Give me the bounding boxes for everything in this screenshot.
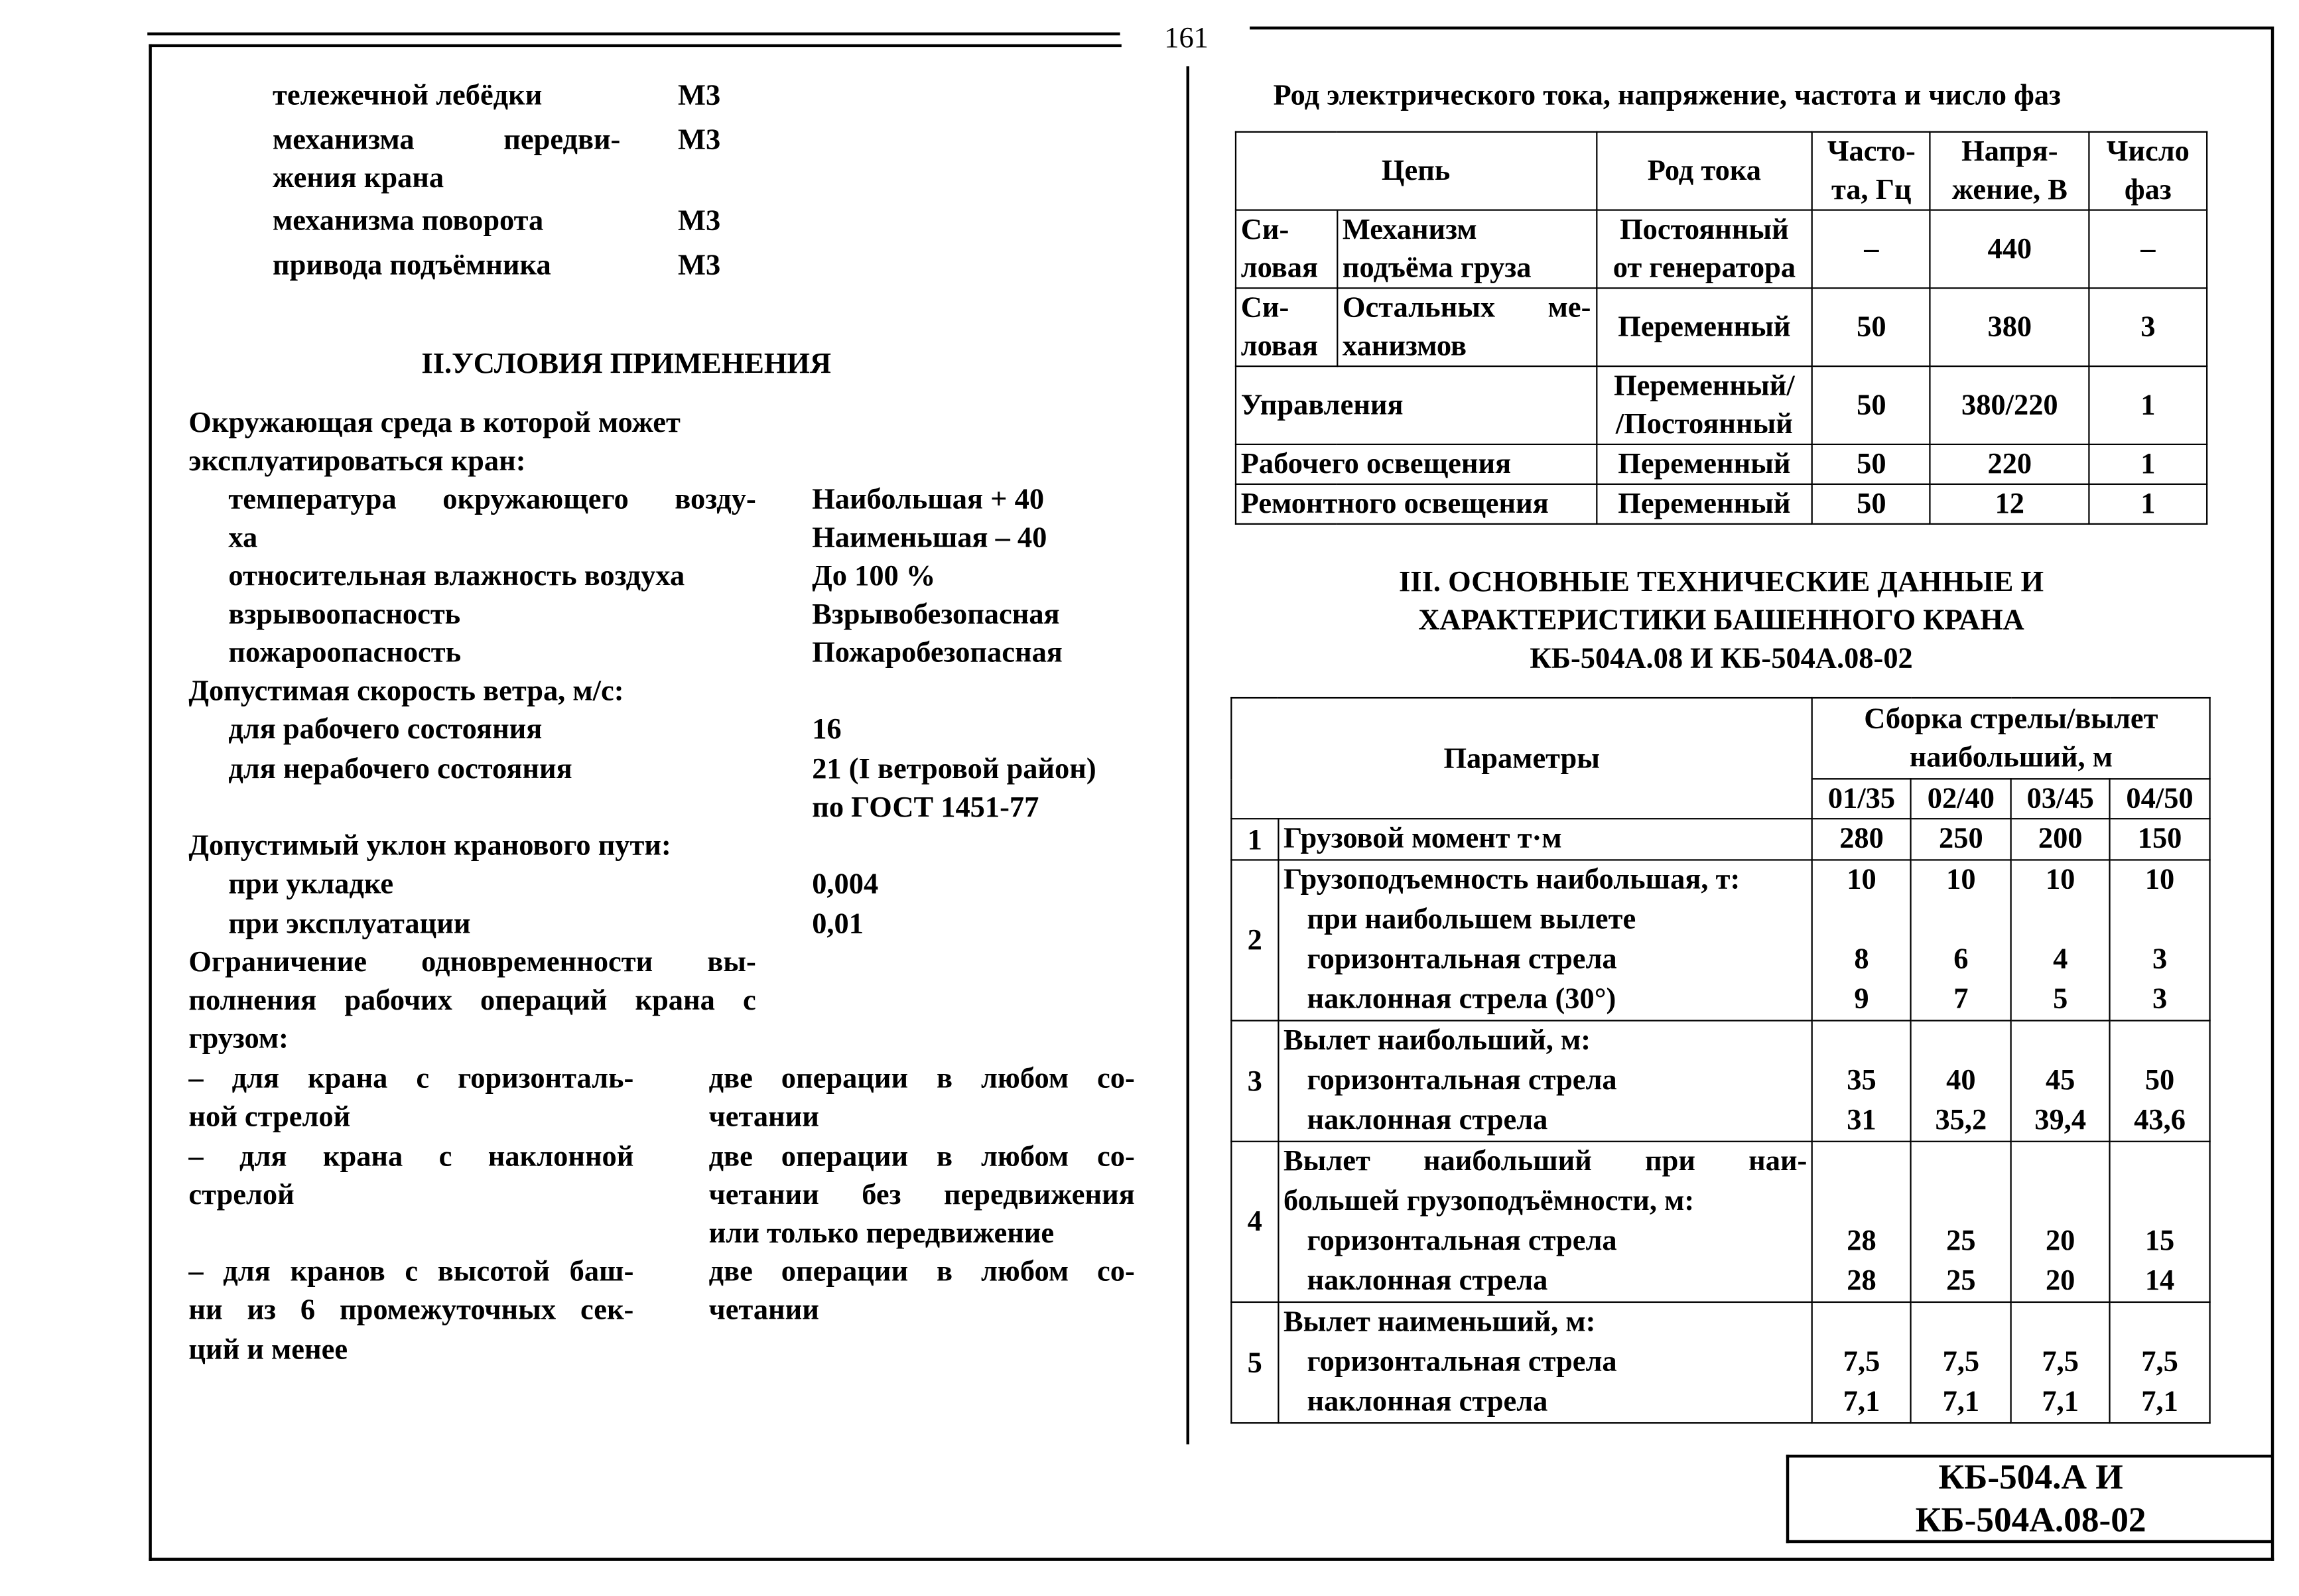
limit-value: или только передвижение xyxy=(708,1217,1055,1250)
voltage: 380 xyxy=(1930,288,2089,366)
value-cell xyxy=(2110,1021,2210,1142)
value xyxy=(1916,1022,2006,1061)
value xyxy=(2115,901,2204,941)
header-line: Часто- xyxy=(1827,135,1916,168)
voltage: 380/220 xyxy=(1930,366,2089,444)
parameter-cell xyxy=(1278,860,1812,1020)
value xyxy=(1916,1303,2006,1343)
value: 5 xyxy=(2053,982,2068,1016)
parameter-cell xyxy=(1278,819,1812,860)
parameter-cell xyxy=(1278,1302,1812,1423)
slope-label: при укладке xyxy=(228,868,394,901)
value xyxy=(2016,1182,2105,1222)
parameter-line: горизонтальная стрела xyxy=(1307,1064,1617,1097)
class-label-cont: жения крана xyxy=(273,162,444,195)
value: 200 xyxy=(2038,822,2083,855)
row-number: 1 xyxy=(1231,819,1278,860)
table-row xyxy=(1231,819,2209,860)
value-cell xyxy=(1911,819,2011,860)
cell-line: Переменный/ xyxy=(1614,369,1795,403)
value xyxy=(2016,1142,2105,1182)
phases: 1 xyxy=(2089,484,2207,524)
value-cell xyxy=(1812,819,1911,860)
header-voltage xyxy=(1930,132,2089,210)
value: 7,1 xyxy=(2042,1385,2079,1418)
class-value: М3 xyxy=(678,204,721,237)
slope-value: 0,01 xyxy=(812,907,864,941)
value xyxy=(1916,1142,2006,1182)
value: 25 xyxy=(1946,1225,1976,1258)
value xyxy=(2016,1303,2105,1343)
top-rule-right xyxy=(1250,27,2272,29)
value: 20 xyxy=(2045,1264,2075,1297)
header-column: 04/50 xyxy=(2110,779,2210,819)
power-table xyxy=(1235,131,2207,525)
header-parameters: Параметры xyxy=(1231,698,1812,819)
env-value: До 100 % xyxy=(812,560,936,593)
wind-label: для рабочего состояния xyxy=(228,713,543,746)
value: 10 xyxy=(1847,863,1876,896)
limit-value: две операции в любом со- xyxy=(708,1062,1135,1095)
value-cell xyxy=(2011,819,2110,860)
circuit-group xyxy=(1236,288,1337,366)
header-line: Напря- xyxy=(1961,135,2058,168)
wind-value-cont: по ГОСТ 1451-77 xyxy=(812,791,1039,824)
value xyxy=(1817,901,1906,941)
env-value: Взрывобезопасная xyxy=(812,598,1060,631)
circuit-name: Рабочего освещения xyxy=(1236,444,1596,484)
value: 35 xyxy=(1847,1064,1876,1097)
limit-label: – для кранов с высотой баш- xyxy=(188,1255,634,1288)
slope-value: 0,004 xyxy=(812,868,879,901)
env-label: пожароопасность xyxy=(228,636,462,669)
value-cell xyxy=(1812,1142,1911,1302)
env-label: температура окружающего возду- xyxy=(228,483,756,516)
parameter-line: наклонная стрела xyxy=(1307,1264,1548,1297)
table-row xyxy=(1231,1142,2209,1302)
header-line: та, Гц xyxy=(1831,174,1912,207)
cell-line: Постоянный xyxy=(1620,214,1789,247)
limit-intro: грузом: xyxy=(188,1022,289,1055)
limit-value: две операции в любом со- xyxy=(708,1255,1135,1288)
circuit-name: Управления xyxy=(1236,366,1596,444)
value: 10 xyxy=(1946,863,1976,896)
value-cell xyxy=(1911,860,2011,1020)
value: 39,4 xyxy=(2034,1104,2087,1137)
class-value: М3 xyxy=(678,79,721,112)
current-type: Переменный xyxy=(1596,484,1812,524)
value: 28 xyxy=(1847,1225,1876,1258)
header-column: 03/45 xyxy=(2011,779,2110,819)
value: 250 xyxy=(1939,822,1983,855)
wind-value: 21 (I ветровой район) xyxy=(812,753,1096,786)
frame-bottom xyxy=(149,1558,2274,1560)
current-type: Переменный xyxy=(1596,288,1812,366)
value xyxy=(2115,1142,2204,1182)
parameter-line: Вылет наибольший, м: xyxy=(1283,1024,1591,1057)
limit-label: – для крана с наклонной xyxy=(188,1140,634,1173)
frame-top-left xyxy=(149,44,1121,47)
parameter-line: Грузоподъемность наибольшая, т: xyxy=(1283,863,1741,896)
value-cell xyxy=(2011,1142,2110,1302)
value: 7 xyxy=(1953,982,1969,1016)
header-line: жение, В xyxy=(1951,174,2068,207)
slope-title: Допустимый уклон кранового пути: xyxy=(188,829,671,862)
cell-line: подъёма груза xyxy=(1342,251,1532,285)
header-line: наибольший, м xyxy=(1909,741,2113,774)
value xyxy=(1817,1303,1906,1343)
current-type xyxy=(1596,210,1812,289)
table-row xyxy=(1231,1302,2209,1423)
limit-label: стрелой xyxy=(188,1179,295,1212)
value: 43,6 xyxy=(2134,1104,2186,1137)
limit-label: ни из 6 промежуточных сек- xyxy=(188,1294,634,1327)
frequency: 50 xyxy=(1813,288,1931,366)
value: 150 xyxy=(2137,822,2182,855)
voltage: 220 xyxy=(1930,444,2089,484)
value: 3 xyxy=(2152,943,2168,976)
title-block-stamp xyxy=(1786,1455,2272,1543)
voltage: 12 xyxy=(1930,484,2089,524)
value xyxy=(2115,1182,2204,1222)
value: 10 xyxy=(2045,863,2075,896)
slope-label: при эксплуатации xyxy=(228,907,471,941)
parameter-line: Грузовой момент т·м xyxy=(1283,822,1562,855)
current-type: Переменный xyxy=(1596,444,1812,484)
value xyxy=(2016,1022,2105,1061)
env-value: Наибольшая + 40 xyxy=(812,483,1045,516)
class-label: механизма поворота xyxy=(273,204,544,237)
page-number: 161 xyxy=(1164,22,1209,55)
limit-label: ций и менее xyxy=(188,1333,348,1366)
limit-value: четании xyxy=(708,1100,819,1134)
value: 7,5 xyxy=(2042,1345,2079,1378)
env-intro: Окружающая среда в которой может xyxy=(188,407,681,440)
current-type xyxy=(1596,366,1812,444)
limit-value: четании xyxy=(708,1294,819,1327)
class-value: М3 xyxy=(678,123,721,157)
header-current-type: Род тока xyxy=(1596,132,1812,210)
value: 28 xyxy=(1847,1264,1876,1297)
table-row xyxy=(1231,860,2209,1020)
table-row xyxy=(1236,444,2207,484)
parameter-line: Вылет наименьший, м: xyxy=(1283,1305,1596,1339)
value: 8 xyxy=(1854,943,1869,976)
header-frequency xyxy=(1813,132,1931,210)
value-cell xyxy=(1911,1302,2011,1423)
value: 20 xyxy=(2045,1225,2075,1258)
value-cell xyxy=(2011,1302,2110,1423)
cell-line: ловая xyxy=(1240,330,1319,363)
table-row xyxy=(1236,366,2207,444)
title-line: III. ОСНОВНЫЕ ТЕХНИЧЕСКИЕ ДАННЫЕ И xyxy=(1399,566,2044,599)
value: 45 xyxy=(2045,1064,2075,1097)
section-title: II.УСЛОВИЯ ПРИМЕНЕНИЯ xyxy=(421,348,832,381)
parameter-line: большей грузоподъёмности, м: xyxy=(1283,1185,1695,1218)
cell-line: Механизм xyxy=(1342,214,1477,247)
parameter-line: при наибольшем вылете xyxy=(1307,903,1636,936)
value-cell xyxy=(1812,1021,1911,1142)
header-phases xyxy=(2089,132,2207,210)
env-label: ха xyxy=(228,521,258,555)
value: 40 xyxy=(1946,1064,1976,1097)
header-line: Сборка стрелы/вылет xyxy=(1864,702,2158,736)
parameter-cell xyxy=(1278,1142,1812,1302)
column-divider xyxy=(1187,66,1189,1444)
env-intro: эксплуатироваться кран: xyxy=(188,444,526,478)
value xyxy=(2115,1022,2204,1061)
cell-line: ловая xyxy=(1240,251,1319,285)
frequency: 50 xyxy=(1813,366,1931,444)
value: 7,1 xyxy=(1843,1385,1880,1418)
value xyxy=(1817,1142,1906,1182)
value xyxy=(2115,1303,2204,1343)
value xyxy=(1817,1182,1906,1222)
table-row xyxy=(1236,210,2207,289)
value: 7,5 xyxy=(1942,1345,1980,1378)
value-cell xyxy=(1911,1021,2011,1142)
top-rule-left xyxy=(147,33,1120,35)
limit-label: – для крана с горизонталь- xyxy=(188,1062,634,1095)
value xyxy=(1817,1022,1906,1061)
limit-value: четании без передвижения xyxy=(708,1179,1135,1212)
class-value: М3 xyxy=(678,249,721,282)
limit-value: две операции в любом со- xyxy=(708,1140,1135,1173)
stamp-line: КБ-504.А И xyxy=(1938,1459,2123,1498)
value: 10 xyxy=(2144,863,2175,896)
stamp-line: КБ-504А.08-02 xyxy=(1915,1502,2146,1540)
title-line: КБ-504А.08 И КБ-504А.08-02 xyxy=(1530,642,1913,675)
row-number: 2 xyxy=(1231,860,1278,1020)
value-cell xyxy=(1911,1142,2011,1302)
frame-right xyxy=(2271,27,2274,1561)
spec-table-body xyxy=(1231,819,2209,1423)
value: 14 xyxy=(2144,1264,2175,1297)
value: 9 xyxy=(1854,982,1869,1016)
cell-line: Си- xyxy=(1240,291,1289,324)
parameter-cell xyxy=(1278,1021,1812,1142)
value: 35,2 xyxy=(1935,1104,1987,1137)
parameter-line: наклонная стрела xyxy=(1307,1385,1548,1418)
env-label: относительная влажность воздуха xyxy=(228,560,685,593)
value-cell xyxy=(1812,860,1911,1020)
phases: 3 xyxy=(2089,288,2207,366)
value xyxy=(1916,1182,2006,1222)
parameter-line: горизонтальная стрела xyxy=(1307,1345,1617,1378)
parameter-line: наклонная стрела xyxy=(1307,1104,1548,1137)
circuit-name: Ремонтного освещения xyxy=(1236,484,1596,524)
value: 50 xyxy=(2144,1064,2175,1097)
value: 31 xyxy=(1847,1104,1876,1137)
value: 3 xyxy=(2152,982,2168,1016)
value-cell xyxy=(2110,1302,2210,1423)
table-row xyxy=(1236,484,2207,524)
header-circuit: Цепь xyxy=(1236,132,1596,210)
frame-left xyxy=(149,44,151,1561)
limit-intro: полнения рабочих операций крана с xyxy=(188,984,756,1018)
value: 6 xyxy=(1953,943,1969,976)
header-column: 02/40 xyxy=(1911,779,2011,819)
parameter-line: наклонная стрела (30°) xyxy=(1307,982,1616,1016)
row-number: 4 xyxy=(1231,1142,1278,1302)
cell-line: Остальных ме- xyxy=(1342,291,1591,324)
value xyxy=(2016,901,2105,941)
value: 15 xyxy=(2144,1225,2175,1258)
title-line: ХАРАКТЕРИСТИКИ БАШЕННОГО КРАНА xyxy=(1418,604,2024,637)
circuit-group xyxy=(1236,210,1337,289)
header-line: Число xyxy=(2106,135,2190,168)
power-table-title: Род электрического тока, напряжение, частота и число фаз xyxy=(1273,79,2061,112)
row-number: 5 xyxy=(1231,1302,1278,1423)
phases: – xyxy=(2089,210,2207,289)
value: 7,1 xyxy=(1942,1385,1980,1418)
value: 7,5 xyxy=(1843,1345,1880,1378)
env-value: Пожаробезопасная xyxy=(812,636,1063,669)
section3-title xyxy=(1297,563,2146,678)
header-column: 01/35 xyxy=(1812,779,1911,819)
circuit-name xyxy=(1337,210,1596,289)
value-cell xyxy=(2110,860,2210,1020)
value xyxy=(1916,901,2006,941)
class-label: механизма передви- xyxy=(273,123,621,157)
phases: 1 xyxy=(2089,366,2207,444)
parameter-line: горизонтальная стрела xyxy=(1307,943,1617,976)
table-row xyxy=(1236,288,2207,366)
value: 4 xyxy=(2053,943,2068,976)
value-cell xyxy=(1812,1302,1911,1423)
cell-line: ханизмов xyxy=(1342,330,1467,363)
circuit-name xyxy=(1337,288,1596,366)
header-boom-assembly xyxy=(1812,698,2209,779)
header-line: фаз xyxy=(2124,174,2172,207)
spec-table xyxy=(1230,697,2210,1424)
cell-line: Си- xyxy=(1240,214,1289,247)
value-cell xyxy=(2110,819,2210,860)
env-label: взрывоопасность xyxy=(228,598,461,631)
voltage: 440 xyxy=(1930,210,2089,289)
cell-line: от генератора xyxy=(1612,251,1796,285)
class-label: тележечной лебёдки xyxy=(273,79,543,112)
phases: 1 xyxy=(2089,444,2207,484)
frequency: 50 xyxy=(1813,444,1931,484)
wind-title: Допустимая скорость ветра, м/с: xyxy=(188,675,624,708)
value: 7,5 xyxy=(2141,1345,2178,1378)
limit-intro: Ограничение одновременности вы- xyxy=(188,946,756,979)
env-value: Наименьшая – 40 xyxy=(812,521,1047,555)
limit-label: ной стрелой xyxy=(188,1100,351,1134)
parameter-line: Вылет наибольший при наи- xyxy=(1283,1145,1807,1178)
value-cell xyxy=(2011,860,2110,1020)
value: 7,1 xyxy=(2141,1385,2178,1418)
table-row xyxy=(1231,1021,2209,1142)
value-cell xyxy=(2011,1021,2110,1142)
value: 25 xyxy=(1946,1264,1976,1297)
wind-label: для нерабочего состояния xyxy=(228,753,572,786)
cell-line: /Постоянный xyxy=(1615,408,1793,441)
frequency: 50 xyxy=(1813,484,1931,524)
value-cell xyxy=(2110,1142,2210,1302)
row-number: 3 xyxy=(1231,1021,1278,1142)
value: 280 xyxy=(1839,822,1884,855)
class-label: привода подъёмника xyxy=(273,249,551,282)
frequency: – xyxy=(1813,210,1931,289)
parameter-line: горизонтальная стрела xyxy=(1307,1225,1617,1258)
wind-value: 16 xyxy=(812,713,842,746)
